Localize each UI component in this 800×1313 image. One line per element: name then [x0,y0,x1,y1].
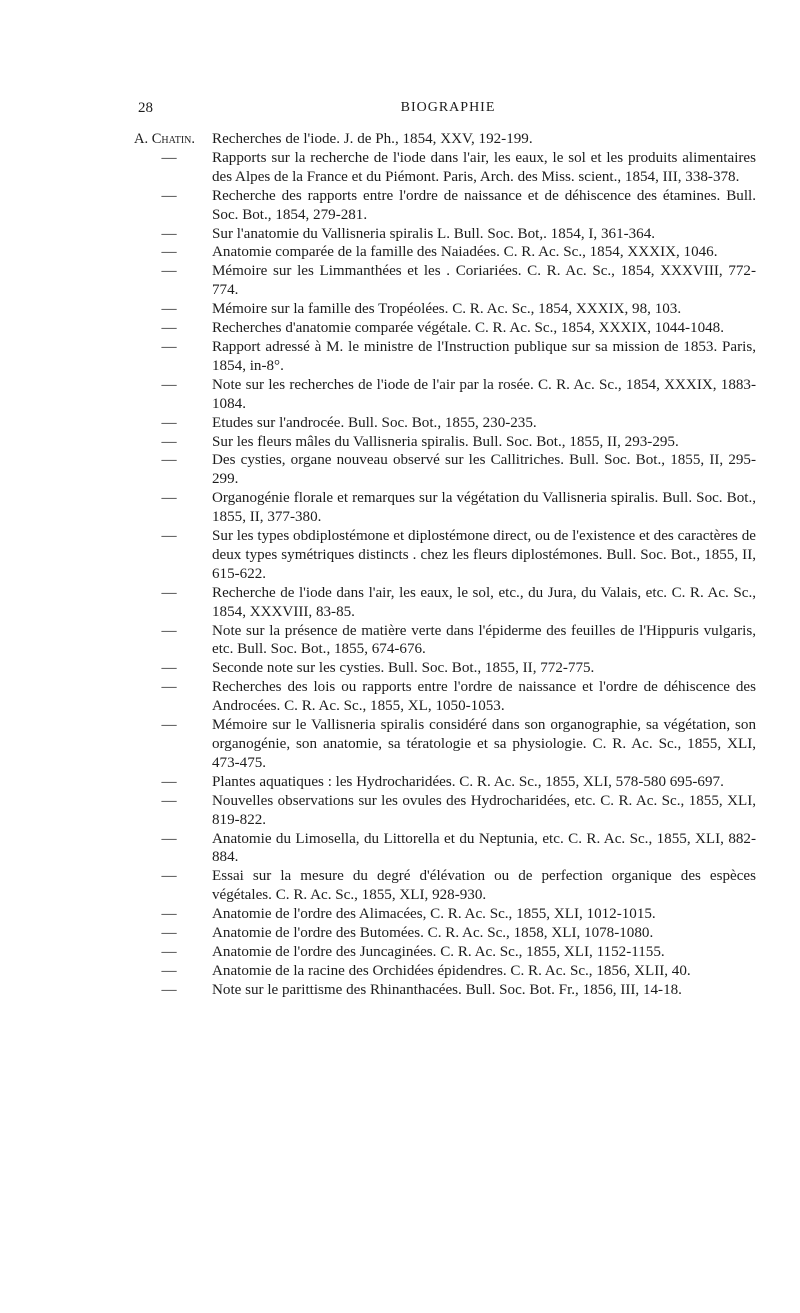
bibliography-entry [134,773,756,792]
bibliography-entry [134,622,756,660]
bibliography-entry [134,924,756,943]
bibliography-entry [134,433,756,452]
bibliography-entry [134,262,756,300]
bibliography-entry [134,225,756,244]
bibliography-entry [134,981,756,1000]
ditto-dash: — [161,187,177,204]
entry-text: Sur les fleurs mâles du Vallisneria spiralis. Bull. Soc. Bot., 1855, II, 293-295. [212,433,679,450]
page-number: 28 [138,100,153,116]
entry-text: Recherche de l'iode dans l'air, les eaux, le sol, etc., du Jura, du Valais, etc. C. R. Ac. Sc., 1854, XXXVIII, 83-85. [212,584,756,620]
ditto-dash: — [161,244,177,261]
ditto-dash: — [161,943,177,960]
bibliography-entry [134,319,756,338]
entry-text: Anatomie du Limosella, du Littorella et du Neptunia, etc. C. R. Ac. Sc., 1855, XLI, 882-884. [212,830,756,866]
entry-text: Sur les types obdiplostémone et diplostémone direct, ou de l'existence et des caractères de deux types symétriques distincts . chez les fleurs diplostémones. Bull. Soc. Bot., 1855, II, 615-622. [212,528,756,582]
ditto-dash: — [161,981,177,998]
bibliography-list [134,130,756,1000]
ditto-dash: — [161,962,177,979]
entry-text: Mémoire sur les Limmanthées et les . Coriariées. C. R. Ac. Sc., 1854, XXXVIII, 772-774. [212,263,756,299]
entry-text: Note sur la présence de matière verte dans l'épiderme des feuilles de l'Hippuris vulgaris, etc. Bull. Soc. Bot., 1855, 674-676. [212,622,756,658]
entry-text: Anatomie de l'ordre des Alimacées, C. R. Ac. Sc., 1855, XLI, 1012-1015. [212,906,656,923]
entry-text: Anatomie de l'ordre des Butomées. C. R. Ac. Sc., 1858, XLI, 1078-1080. [212,925,654,942]
entry-text: Recherche des rapports entre l'ordre de naissance et de déhiscence des étamines. Bull. Soc. Bot., 1854, 279-281. [212,187,756,223]
entry-text: Anatomie de l'ordre des Juncaginées. C. R. Ac. Sc., 1855, XLI, 1152-1155. [212,943,665,960]
ditto-dash: — [161,338,177,355]
ditto-dash: — [161,830,177,847]
entry-text: Mémoire sur le Vallisneria spiralis considéré dans son organographie, sa végétation, son organogénie, son anatomie, sa tératologie et sa physiologie. C. R. Ac. Sc., 1855, XLI, 473-475. [212,717,756,771]
ditto-dash: — [161,490,177,507]
bibliography-entry [134,584,756,622]
entry-text: Plantes aquatiques : les Hydrocharidées. C. R. Ac. Sc., 1855, XLI, 578-580 695-697. [212,773,724,790]
entry-text: Anatomie comparée de la famille des Naiadées. C. R. Ac. Sc., 1854, XXXIX, 1046. [212,244,718,261]
entry-text: Recherches de l'iode. J. de Ph., 1854, XXV, 192-199. [212,131,533,147]
entry-text: Note sur les recherches de l'iode de l'air par la rosée. C. R. Ac. Sc., 1854, XXXIX, 1883-1084. [212,376,756,412]
ditto-dash: — [161,868,177,885]
ditto-dash: — [161,622,177,639]
ditto-dash: — [161,528,177,545]
bibliography-entry [134,414,756,433]
bibliography-entry [134,962,756,981]
bibliography-entry [134,187,756,225]
entry-text: Des cysties, organe nouveau observé sur les Callitriches. Bull. Soc. Bot., 1855, II, 295-299. [212,452,756,488]
ditto-dash: — [161,320,177,337]
bibliography-entry [134,678,756,716]
ditto-dash: — [161,773,177,790]
entry-text: Rapports sur la recherche de l'iode dans l'air, les eaux, le sol et les produits alimentaires des Alpes de la France et du Piémont. Paris, Arch. des Miss. scient., 1854, III, 338-378. [212,149,756,185]
bibliography-entry [134,243,756,262]
bibliography-entry [134,300,756,319]
bibliography-entry [134,149,756,187]
bibliography-entry [134,489,756,527]
bibliography-entry [134,905,756,924]
entry-text: Sur l'anatomie du Vallisneria spiralis L. Bull. Soc. Bot,. 1854, I, 361-364. [212,225,656,242]
ditto-dash: — [161,679,177,696]
ditto-dash: — [161,225,177,242]
bibliography-entry [134,527,756,584]
bibliography-entry [134,830,756,868]
ditto-dash: — [161,149,177,166]
ditto-dash: — [161,717,177,734]
ditto-dash: — [161,301,177,318]
bibliography-entry [134,716,756,773]
bibliography-entry [134,943,756,962]
page-header [138,100,758,122]
ditto-dash: — [161,433,177,450]
entry-text: Etudes sur l'androcée. Bull. Soc. Bot., 1855, 230-235. [212,414,537,431]
entry-text: Note sur le parittisme des Rhinanthacées. Bull. Soc. Bot. Fr., 1856, III, 14-18. [212,981,682,998]
bibliography-entry [134,867,756,905]
ditto-dash: — [161,414,177,431]
bibliography-entry [134,338,756,376]
ditto-dash: — [161,584,177,601]
ditto-dash: — [161,263,177,280]
bibliography-entry [134,659,756,678]
entry-text: Essai sur la mesure du degré d'élévation ou de perfection organique des espèces végétales. C. R. Ac. Sc., 1855, XLI, 928-930. [212,868,756,904]
entry-text: Recherches des lois ou rapports entre l'ordre de naissance et l'ordre de déhiscence des Androcées. C. R. Ac. Sc., 1855, XL, 1050-1053. [212,679,756,715]
ditto-dash: — [161,452,177,469]
ditto-dash: — [161,925,177,942]
bibliography-entry [134,792,756,830]
bibliography-entry [134,376,756,414]
bibliography-entry [134,130,756,149]
entry-text: Recherches d'anatomie comparée végétale. C. R. Ac. Sc., 1854, XXXIX, 1044-1048. [212,320,724,337]
entry-text: Anatomie de la racine des Orchidées épidendres. C. R. Ac. Sc., 1856, XLII, 40. [212,962,691,979]
ditto-dash: — [161,792,177,809]
ditto-dash: — [161,906,177,923]
ditto-dash: — [161,376,177,393]
entry-text: Seconde note sur les cysties. Bull. Soc. Bot., 1855, II, 772-775. [212,660,595,677]
ditto-dash: — [161,660,177,677]
entry-text: Organogénie florale et remarques sur la végétation du Vallisneria spiralis. Bull. Soc. Bot., 1855, II, 377-380. [212,490,756,526]
bibliography-entry [134,451,756,489]
entry-text: Nouvelles observations sur les ovules des Hydrocharidées, etc. C. R. Ac. Sc., 1855, XLI, 819-822. [212,792,756,828]
running-title: BIOGRAPHIE [400,100,496,115]
author-name: A. Chatin. [134,131,196,147]
entry-text: Rapport adressé à M. le ministre de l'Instruction publique sur sa mission de 1853. Paris, 1854, in-8°. [212,338,756,374]
entry-text: Mémoire sur la famille des Tropéolées. C. R. Ac. Sc., 1854, XXXIX, 98, 103. [212,301,682,318]
